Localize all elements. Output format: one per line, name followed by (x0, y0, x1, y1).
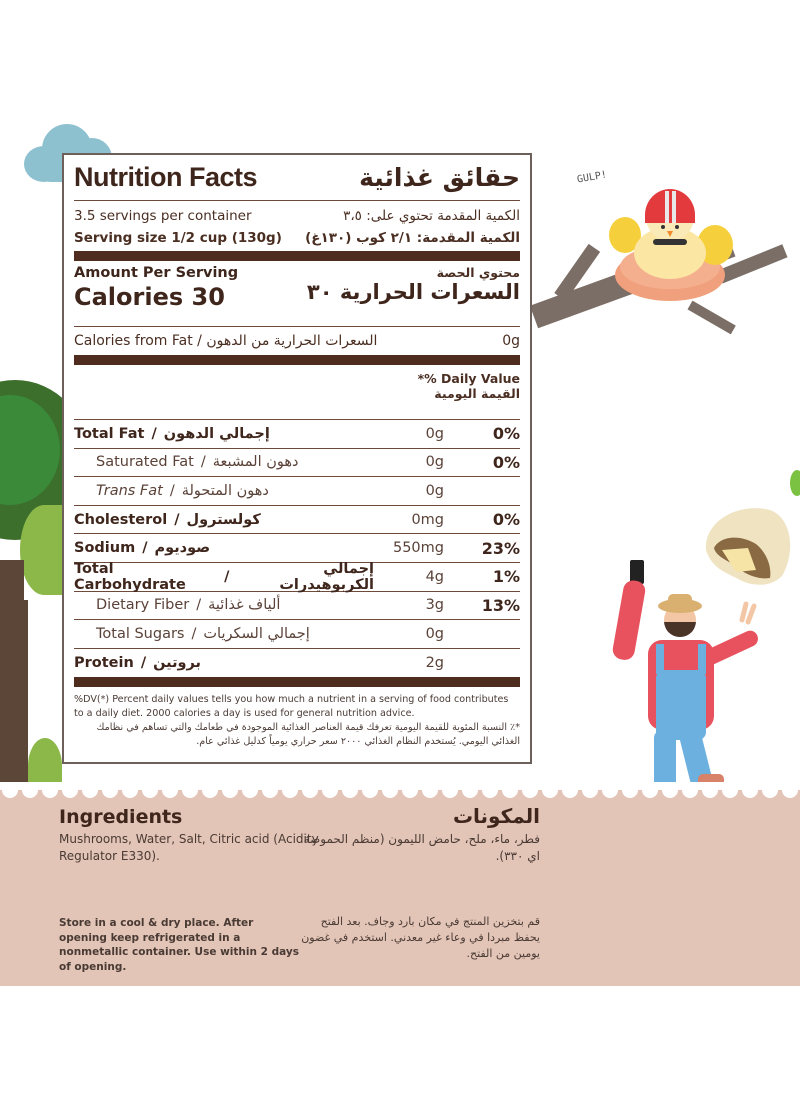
nutrient-amount: 3g (425, 597, 444, 614)
nutrition-title-ar: حقائق غذائية (359, 163, 520, 192)
servings-ar: الكمية المقدمة تحتوي على: ٣،٥ (343, 208, 520, 224)
ingredients-title-en: Ingredients (59, 806, 183, 828)
daily-value-en: *% Daily Value (417, 371, 520, 386)
separator: / (191, 625, 197, 642)
nutrient-row-trans-fat (74, 477, 520, 506)
nutrient-name-ar: إجمالي الكربوهيدرات (279, 560, 374, 593)
thick-divider (74, 355, 520, 365)
footnote (74, 687, 520, 748)
nutrient-amount: 2g (425, 655, 444, 672)
nutrient-row-saturated-fat (74, 449, 520, 478)
separator: / (140, 655, 147, 672)
nutrient-dv: 0% (492, 424, 520, 444)
nutrient-amount: 0g (425, 482, 444, 499)
ingredients-title-ar: المكونات (452, 804, 540, 828)
separator: / (200, 454, 206, 471)
nutrient-name-ar: ألياف غذائية (208, 597, 281, 614)
storage-instructions-en: Store in a cool & dry place. After opening keep refrigerated in a nonmetallic container. Use within 2 days of opening. (59, 917, 299, 973)
nutrient-row-total-fat (74, 420, 520, 449)
separator: / (151, 425, 157, 442)
nutrient-name-ar: إجمالي السكريات (203, 625, 310, 642)
calories-en: Calories 30 (74, 283, 225, 311)
calories-from-fat-en: Calories from Fat (74, 333, 193, 349)
ingredients-en (59, 806, 319, 865)
separator: / (142, 540, 148, 557)
nutrition-title-row (74, 155, 520, 201)
nutrient-amount: 0g (425, 425, 444, 442)
amount-per-serving-en: Amount Per Serving (74, 265, 239, 281)
scalloped-edge (0, 782, 800, 798)
separator: / (169, 482, 175, 499)
separator: / (174, 511, 180, 528)
nutrient-name-en: Total Fat (74, 425, 145, 442)
serving-size-row (74, 227, 520, 249)
speech-text: GULP! (576, 169, 608, 186)
separator: / (197, 333, 202, 349)
nutrition-title-en: Nutrition Facts (74, 162, 258, 192)
nutrient-name-en: Saturated Fat (96, 454, 194, 471)
nutrient-name-en: Dietary Fiber (96, 597, 190, 614)
calories-from-fat-value: 0g (502, 333, 520, 349)
nutrient-row-total-carbohydrate (74, 560, 520, 593)
serving-size-ar: الكمية المقدمة: ٢/١ كوب (١٣٠غ) (305, 230, 520, 246)
servings-row (74, 205, 520, 227)
nutrient-dv: 23% (481, 538, 520, 558)
nutrient-name-en: Trans Fat (96, 482, 163, 499)
thick-divider (74, 251, 520, 261)
nutrient-amount: 0g (425, 625, 444, 642)
nutrient-name-en: Total Carbohydrate (74, 560, 186, 593)
ingredients-text-en: Mushrooms, Water, Salt, Citric acid (Acidity Regulator E330). (59, 832, 319, 863)
chick-in-nest-icon (605, 175, 735, 305)
daily-value-header (74, 365, 520, 420)
nutrient-dv: 0% (492, 452, 520, 472)
calories-from-fat-row (74, 327, 520, 355)
nutrient-dv: 0% (492, 510, 520, 530)
nutrient-row-cholesterol (74, 506, 520, 535)
storage-instructions-ar: قم بتخزين المنتج في مكان بارد وجاف. بعد الفتح يحفظ مبردا في وعاء غير معدني. استخدم في غضون يومين من الفتح. (301, 915, 540, 960)
nutrient-name-ar: دهون المشبعة (212, 454, 299, 471)
nutrient-name-ar: بروتين (153, 655, 201, 672)
daily-value-ar: القيمة اليومية (434, 386, 520, 401)
nutrient-row-total-sugars (74, 620, 520, 649)
nutrient-name-ar: دهون المتحولة (181, 482, 269, 499)
nutrient-name-en: Total Sugars (96, 625, 185, 642)
footnote-ar: *٪ النسبة المئوية للقيمة اليومية تعرفك قيمة العناصر الغذائية الموجودة في طعامك والتي تساهم في نظامك الغذائي اليومي. يُستخدم النظام الغذائي ٢٠٠٠ سعر حراري يومياً كدليل غذائي عام. (96, 722, 520, 747)
nutrient-name-ar: صوديوم (154, 540, 211, 557)
separator: / (224, 568, 230, 585)
leaf-icon (790, 470, 800, 496)
nutrient-amount: 0mg (411, 511, 444, 528)
separator: / (196, 597, 202, 614)
nutrient-name-ar: كولسترول (186, 511, 261, 528)
servings-en: 3.5 servings per container (74, 208, 252, 224)
nutrient-dv: 13% (481, 595, 520, 615)
nutrition-facts-panel (62, 153, 532, 764)
nutrient-row-dietary-fiber (74, 592, 520, 621)
ingredients-ar (300, 804, 540, 865)
calories-from-fat-ar: السعرات الحرارية من الدهون (206, 333, 378, 349)
nutrient-name-en: Cholesterol (74, 511, 168, 528)
nutrient-amount: 4g (425, 568, 444, 585)
amount-per-serving-ar: محتوي الحصة (436, 265, 520, 280)
footnote-en: %DV(*) Percent daily values tells you how much a nutrient in a serving of food contributes to a daily diet. 2000 calories a day is used for general nutrition advice. (74, 694, 509, 719)
nutrient-dv: 1% (492, 567, 520, 587)
nutrient-row-protein (74, 649, 520, 678)
ingredients-text-ar: فطر، ماء، ملح، حامض الليمون (منظم الحموضة اي ٣٣٠). (303, 832, 540, 863)
thick-divider (74, 677, 520, 687)
calories-block (74, 261, 520, 327)
nutrient-name-ar: إجمالي الدهون (163, 425, 270, 442)
nutrient-name-en: Sodium (74, 540, 136, 557)
nutrient-amount: 0g (425, 454, 444, 471)
calories-ar: السعرات الحرارية ٣٠ (306, 280, 520, 304)
nutrient-name-en: Protein (74, 655, 134, 672)
nutrient-row-sodium (74, 534, 520, 563)
nutrient-amount: 550mg (392, 540, 444, 557)
serving-size-en: Serving size 1/2 cup (130g) (74, 230, 282, 246)
